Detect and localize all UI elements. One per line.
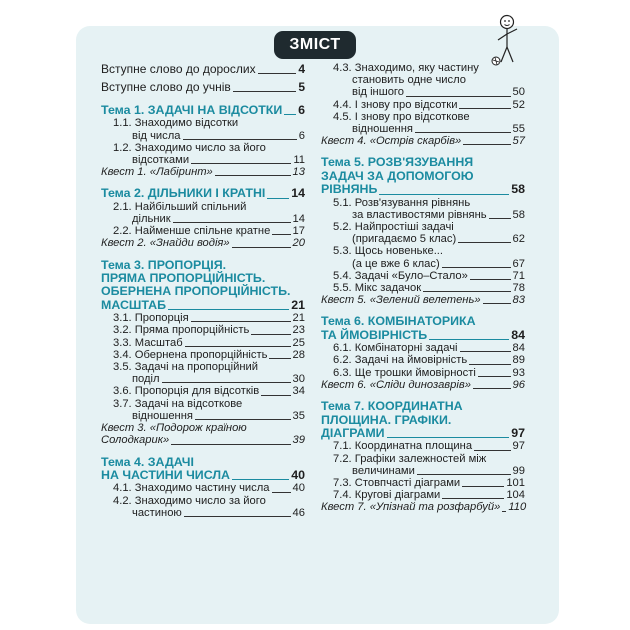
toc-item-label: 5.1. Розв'язування рівнянь — [333, 196, 471, 209]
toc-topic-5-line: Тема 5. РОЗВ'ЯЗУВАННЯ — [321, 155, 474, 170]
toc-quest-1[interactable]: Квест 1. «Лабіринт» 13 — [101, 166, 305, 179]
toc-item-7-1[interactable]: 7.1. Координатна площина 97 — [333, 440, 525, 453]
toc-quest-7[interactable]: Квест 7. «Упізнай та розфарбуй» 110 — [321, 501, 527, 514]
toc-item-3-3[interactable]: 3.3. Масштаб 25 — [113, 336, 305, 349]
toc-topic-4-line: Тема 4. ЗАДАЧІ — [101, 454, 194, 469]
toc-topic-3-line: ПРЯМА ПРОПОРЦІЙНІСТЬ. — [101, 271, 266, 286]
toc-topic-1[interactable]: Тема 1. ЗАДАЧІ НА ВІДСОТКИ 6 — [101, 103, 305, 117]
toc-item-label: 3.7. Задачі на відсоткове — [113, 397, 243, 410]
toc-item-7-4[interactable]: 7.4. Кругові діаграми 104 — [333, 489, 525, 502]
toc-quest-2[interactable]: Квест 2. «Знайди водія» 20 — [101, 237, 305, 250]
toc-item-3-4[interactable]: 3.4. Обернена пропорційність 28 — [113, 348, 305, 361]
toc-item-5-1[interactable]: за властивостями рівнянь 58 — [352, 208, 525, 221]
toc-item-2-2[interactable]: 2.2. Найменше спільне кратне 17 — [113, 225, 305, 238]
toc-item-5-3[interactable]: (а це вже 6 клас) 67 — [352, 257, 525, 270]
toc-item-5-5[interactable]: 5.5. Мікс задачок 78 — [333, 282, 525, 295]
toc-item-3-7[interactable]: відношення 35 — [132, 409, 305, 422]
toc-topic-4[interactable]: НА ЧАСТИНИ ЧИСЛА 40 — [101, 467, 305, 482]
toc-quest-6[interactable]: Квест 6. «Сліди динозаврів» 96 — [321, 378, 525, 391]
toc-item-label: 5.2. Найпростіші задачі — [333, 221, 454, 234]
toc-topic-2[interactable]: Тема 2. ДІЛЬНИКИ І КРАТНІ 14 — [101, 186, 305, 201]
toc-item-4-1[interactable]: 4.1. Знаходимо частину числа 40 — [113, 482, 305, 495]
toc-topic-6[interactable]: ТА ЙМОВІРНІСТЬ 84 — [321, 327, 525, 342]
toc-item-label: становить одне число — [352, 74, 467, 87]
toc-topic-7[interactable]: ДІАГРАМИ 97 — [321, 425, 525, 440]
toc-topic-3[interactable]: МАСШТАБ 21 — [101, 297, 305, 312]
toc-quest-label: Квест 3. «Подорож країною — [101, 422, 247, 435]
toc-item-3-5[interactable]: поділ 30 — [132, 373, 305, 386]
toc-item-3-1[interactable]: 3.1. Пропорція 21 — [113, 312, 305, 325]
toc-item-3-6[interactable]: 3.6. Пропорція для відсотків 34 — [113, 385, 305, 398]
toc-right-column — [321, 62, 525, 514]
page-title: ЗМІСТ — [274, 31, 356, 59]
toc-entry-intro-students[interactable]: Вступне слово до учнів 5 — [101, 80, 305, 94]
toc-topic-7-line: Тема 7. КООРДИНАТНА — [321, 399, 463, 414]
toc-topic-5[interactable]: РІВНЯНЬ 58 — [321, 182, 525, 197]
toc-item-label: 4.3. Знаходимо, яку частину — [333, 62, 479, 74]
toc-item-7-3[interactable]: 7.3. Стовпчасті діаграми 101 — [333, 476, 525, 489]
toc-item-2-1[interactable]: дільник 14 — [132, 213, 305, 226]
toc-item-4-2[interactable]: частиною 46 — [132, 506, 305, 519]
toc-item-label: 4.5. І знову про відсоткове — [333, 110, 470, 123]
toc-item-4-4[interactable]: 4.4. І знову про відсотки 52 — [333, 98, 525, 111]
toc-item-label: 1.2. Знаходимо число за його — [113, 141, 266, 154]
toc-topic-3-line: Тема 3. ПРОПОРЦІЯ. — [101, 257, 227, 272]
toc-topic-6-line: Тема 6. КОМБІНАТОРИКА — [321, 314, 476, 329]
toc-quest-4[interactable]: Квест 4. «Острів скарбів» 57 — [321, 135, 525, 148]
toc-topic-5-line: ЗАДАЧ ЗА ДОПОМОГОЮ — [321, 168, 474, 183]
toc-item-label: 3.5. Задачі на пропорційний — [113, 361, 259, 374]
stick-figure-with-ball-icon — [490, 14, 524, 68]
toc-item-label: 7.2. Графіки залежностей між — [333, 452, 487, 465]
toc-item-1-2[interactable]: відсотками 11 — [132, 154, 305, 167]
toc-topic-3-line: ОБЕРНЕНА ПРОПОРЦІЙНІСТЬ. — [101, 284, 291, 299]
toc-item-6-2[interactable]: 6.2. Задачі на ймовірність 89 — [333, 354, 525, 367]
toc-quest-3[interactable]: Солодкарик» 39 — [101, 434, 305, 447]
toc-item-6-3[interactable]: 6.3. Ще трошки ймовірності 93 — [333, 366, 525, 379]
toc-item-label: 2.1. Найбільший спільний — [113, 200, 247, 213]
toc-quest-5[interactable]: Квест 5. «Зелений велетень» 83 — [321, 294, 525, 307]
toc-item-1-1[interactable]: від числа 6 — [132, 129, 305, 142]
toc-topic-7-line: ПЛОЩИНА. ГРАФІКИ. — [321, 412, 452, 427]
toc-left-column — [101, 62, 305, 519]
toc-item-5-2[interactable]: (пригадаємо 5 клас) 62 — [352, 233, 525, 246]
toc-item-label: 1.1. Знаходимо відсотки — [113, 117, 239, 130]
toc-item-7-2[interactable]: величинами 99 — [352, 464, 525, 477]
toc-item-4-3[interactable]: від іншого 50 — [352, 86, 525, 99]
toc-item-6-1[interactable]: 6.1. Комбінаторні задачі 84 — [333, 342, 525, 355]
toc-item-4-5[interactable]: відношення 55 — [352, 123, 525, 136]
toc-item-label: 5.3. Щось новеньке... — [333, 245, 444, 258]
toc-item-label: 4.2. Знаходимо число за його — [113, 494, 266, 507]
toc-item-3-2[interactable]: 3.2. Пряма пропорційність 23 — [113, 324, 305, 337]
toc-item-5-4[interactable]: 5.4. Задачі «Було–Стало» 71 — [333, 269, 525, 282]
toc-entry-intro-adults[interactable]: Вступне слово до дорослих 4 — [101, 62, 305, 76]
